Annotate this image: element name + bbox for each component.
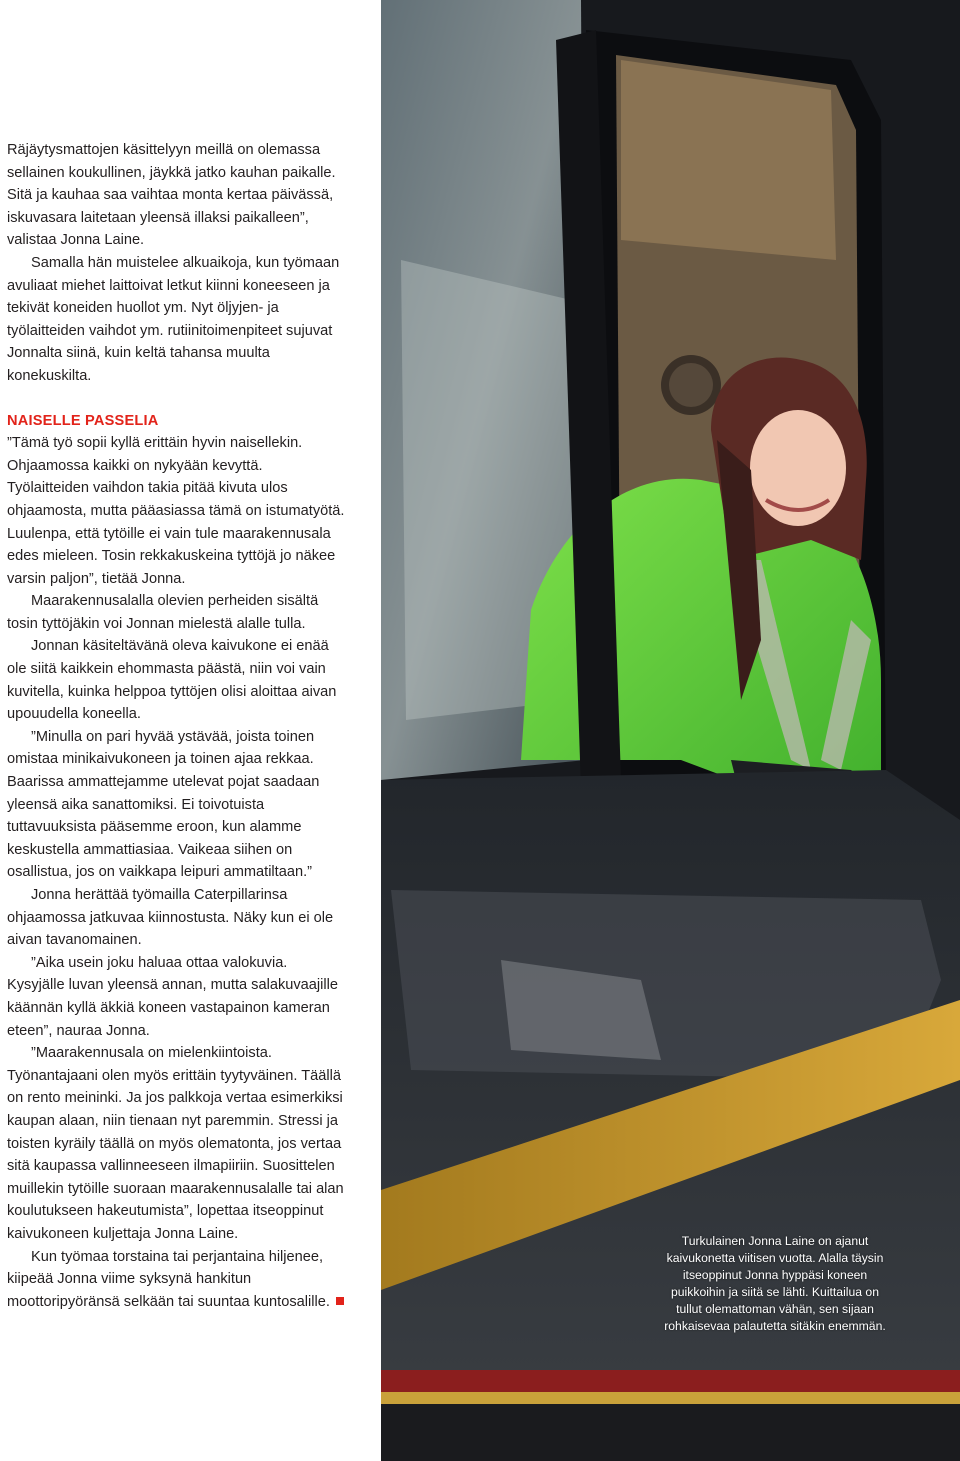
article-paragraph: Räjäytysmattojen käsittelyyn meillä on olemassa sellainen koukullinen, jäykkä jatko kauhan paikalle. Sitä ja kauhaa saa vaihtaa monta kertaa päivässä, iskuvasara laitetaan yleensä illaksi paikalleen”, valistaa Jonna Laine. [7,142,336,249]
article-paragraph: Jonnan käsiteltävänä oleva kaivukone ei enää ole siitä kaikkein ehommasta päästä, niin voi vain kuvitella, kuinka helppoa tyttöjen olisi aloittaa aivan upouudella koneella. [7,638,337,723]
article-paragraph: ”Tämä työ sopii kyllä erittäin hyvin naisellekin. Ohjaamossa kaikki on nykyään kevyttä. Työlaitteiden vaihdon takia pitää kivuta ulos ohjaamosta, mutta pääasiassa tämä on istumatyötä. Luulenpa, että tytöille ei vain tule maarakennusala edes mieleen. Tosin rekkakuskeina tyttöjä jo näkee varsin paljon”, tietää Jonna. [7,435,345,587]
article-paragraph: Jonna herättää työmailla Caterpillarinsa ohjaamossa jatkuvaa kiinnostusta. Näky kun ei ole aivan tavanomainen. [7,887,334,949]
article-paragraph-text: Kun työmaa torstaina tai perjantaina hiljenee, kiipeää Jonna viime syksynä hankitun moottoripyöränsä selkään tai suuntaa kuntosalille. [7,1248,330,1310]
article-paragraph: Samalla hän muistelee alkuaikoja, kun työmaan avuliaat miehet laittoivat letkut kiinni koneeseen ja tekivät koneiden huollot ym. Nyt öljyjen- ja työlaitteiden vaihdot ym. rutiinitoimenpiteet sujuvat Jonnalta siinä, kuin keltä tahansa muulta konekuskilta. [7,254,340,384]
article-text-column [7,139,347,1313]
section-heading: NAISELLE PASSELIA [7,412,159,429]
article-paragraph: ”Maarakennusala on mielenkiintoista. Työnantajaani olen myös erittäin tyytyväinen. Täällä on rento meininki. Ja jos palkkoja vertaa esimerkiksi kaupan alaan, niin tienaan nyt paremmin. Stressi ja toisten kyräily täällä on myös olematonta, jos vertaa sitä kaupassa vallinneeseen ilmapiiriin. Suosittelen muillekin tytöille suoraan maarakennusalalle tai alan koulutukseen hakeutumista”, lopettaa itseoppinut kaivukoneen kuljettaja Jonna Laine. [7,1045,344,1242]
article-paragraph: Maarakennusalalla olevien perheiden sisältä tosin tyttöjäkin voi Jonnan mielestä alalle tulla. [7,593,319,632]
photo-caption: Turkulainen Jonna Laine on ajanut kaivukonetta viitisen vuotta. Alalla täysin itseoppinut Jonna hyppäsi koneen puikkoihin ja siitä se lähti. Kuittailua on tullut olemattoman vähän, sen sijaan rohkaisevaa palautetta sitäkin enemmän. [664,1234,886,1333]
article-paragraph: ”Minulla on pari hyvää ystävää, joista toinen omistaa minikaivukoneen ja toinen ajaa rekkaa. Baarissa ammattejamme utelevat pojat saadaan yleensä aika sanattomiksi. Ei toivotuista tuttavuuksista pääsemme eroon, kun alamme keskustella ammattiasiaa. Vaikeaa siihen on osallistua, jos on vaikkapa leipuri ammatiltaan.” [7,728,320,881]
article-last-paragraph [7,1246,347,1314]
article-paragraph: ”Aika usein joku haluaa ottaa valokuvia. Kysyjälle luvan yleensä annan, mutta salakuvaajille käännän kyllä äkkiä koneen vastapainon kameran eteen”, nauraa Jonna. [7,954,338,1039]
end-of-article-icon [336,1297,344,1305]
